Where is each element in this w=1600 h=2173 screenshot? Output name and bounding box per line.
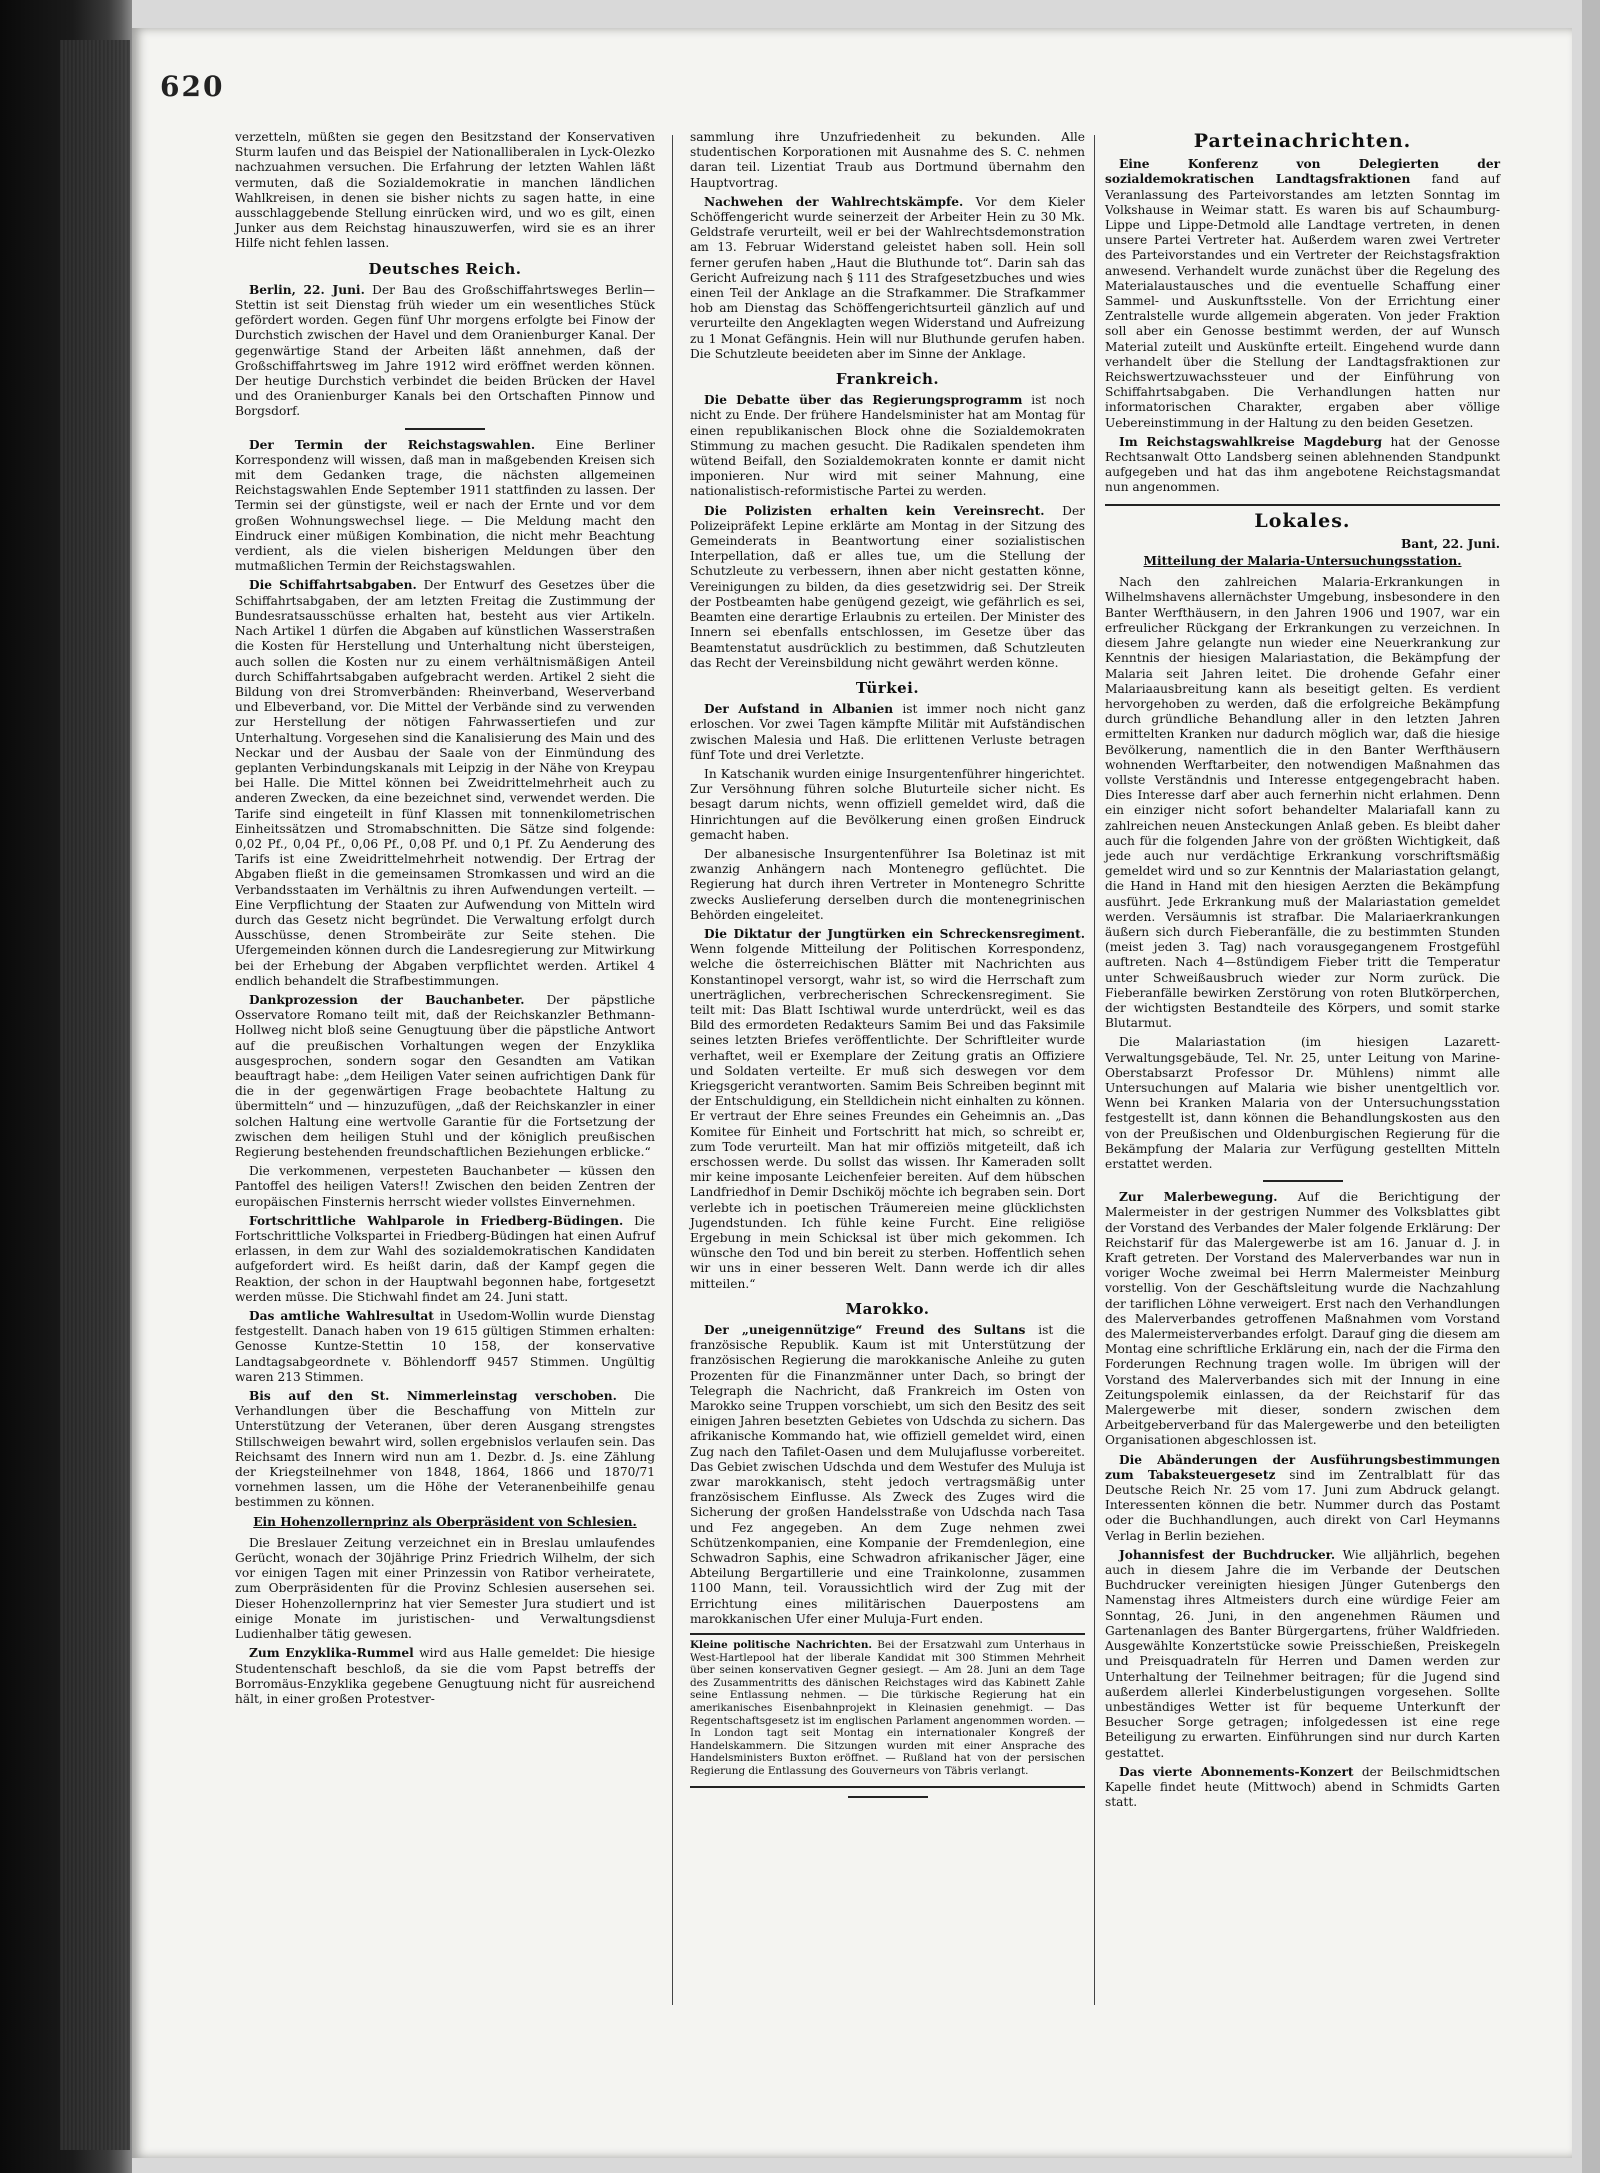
section-heading: Deutsches Reich. <box>368 259 522 278</box>
article: Die Polizisten erhalten kein Vereinsrecht. Der Polizeipräfekt Lepine erklärte am Montag in der Sitzung des Gemeinderats in Beantwortung einer sozialistischen Interpellation, daß er alles tue, um die Stellung der Schutzleute zu verbessern, ihnen aber nicht gestatten könne, Vereinigungen zu bilden, da dies gesetzwidrig sei. Der Streik der Postbeamten habe genügend gezeigt, wie gefährlich es sei, Beamten eine derartige Erlaubnis zu erteilen. Der Minister des Innern sei ebenfalls entschlossen, im Gesetze über das Beamtenstatut ausdrücklich zu bestimmen, daß Schutzleuten das Recht der Vereinsbildung nicht gewährt werden könne. <box>690 503 1085 670</box>
article: Bis auf den St. Nimmerleinstag verschoben. Die Verhandlungen über die Beschaffung von Mitteln zur Unterstützung der Veteranen, über deren Ausgang strengstes Stillschweigen bewahrt wird, sollen ergebnislos verlaufen sein. Das Reichsamt des Innern wird nun am 1. Dezbr. d. Js. eine Zählung der Kriegsteilnehmer von 1848, 1864, 1866 und 1870/71 vornehmen lassen, um die Höhe der Veteranenbeihilfe genau bestimmen zu können. <box>235 1389 655 1510</box>
paragraph: In Katschanik wurden einige Insurgentenführer hingerichtet. Zur Versöhnung führen solche Bluturteile sicher nicht. Es besagt darum nichts, wenn offiziell gemeldet wird, daß die Hinrichtungen auf die Bevölkerung einen großen Eindruck gemacht haben. <box>690 766 1085 842</box>
paragraph: Nach den zahlreichen Malaria-Erkrankungen in Wilhelmshavens allernächster Umgebung, insbesondere in den Banter Werfthäusern, in den Jahren 1906 und 1907, war ein erfreulicher Rückgang der Erkrankungen zu verzeichnen. In diesem Jahre gelangte nun wieder eine Neuerkrankung zur Kenntnis der hiesigen Malariastation, die Bekämpfung der Malaria seit Jahren leitet. Die drohende Gefahr einer Malariaausbreitung kann als beseitigt gelten. Es verdient hervorgehoben zu werden, daß die erfolgreiche Bekämpfung durch gründliche Behandlung aller in den letzten Jahren ermittelten Kranken nur dadurch möglich war, daß die hiesige Bevölkerung, namentlich die in den Banter Werfthäusern wohnenden Werftarbeiter, den notwendigen Maßnahmen das vollste Verständnis und Interesse entgegengebracht haben. Dies Interesse darf aber auch fernerhin nicht erlahmen. Denn ein einziger nicht sofort behandelter Malariafall kann zu zahlreichen neuen Ansteckungen Anlaß geben. Es bleibt daher auch für die folgenden Jahre von der größten Wichtigkeit, daß jede auch nur verdächtige Erkrankung vorschriftsmäßig gemeldet wird und so zur Kenntnis der Malariastation gelangt, die Hand in Hand mit den hiesigen Aerzten die Bekämpfung ausführt. Jede Erkrankung muß der Malariastation gemeldet werden. Versäumnis ist strafbar. Die Malariaerkrankungen äußern sich durch Fieberanfälle, die zu bestimmten Stunden (meist jeden 3. Tag) nach vorausgegangenem Frostgefühl auftreten. Nach 4—8stündigem Fieber tritt die Temperatur unter Schweißausbruch wieder zur Norm zurück. Die Fieberanfälle bewirken Zerstörung von roten Blutkörperchen, der wichtigsten Bestandteile des Körpers, und somit starke Blutarmut. <box>1105 575 1500 1031</box>
article: Die Diktatur der Jungtürken ein Schreckensregiment. Wenn folgende Mitteilung der Politischen Korrespondenz, welche die österreichischen Blätter mit Nachrichten aus Konstantinopel versorgt, wahr ist, so wird die Herrschaft zum unerträglichen, verbrecherischen Schreckensregiment. Sie teilt mit: Das Blatt Ischtiwal wurde unterdrückt, weil es das Bild des ermordeten Redakteurs Samim Bei und das Faksimile seines letzten Briefes veröffentlichte. Der Schriftleiter wurde verhaftet, weil er Exemplare der Zeitung gratis an Offiziere und Soldaten verteilte. Er muß sich deswegen vor dem Kriegsgericht verantworten. Samim Beis Schreiben beginnt mit der Entschuldigung, ein Stelldichein nicht einhalten zu können. Er vertraut der Ehre seines Freundes ein Geheimnis an. „Das Komitee für Einheit und Fortschritt hat mich, so schreibt er, zum Tode verurteilt. Man hat mir offiziös mitgeteilt, daß ich erschossen werde. Du sollst das wissen. Ihr Kameraden sollt mir keine imposante Leichenfeier bereiten. Auf dem hübschen Landfriedhof in Demir Dschiköj möchte ich begraben sein. Dort verlebte ich in poetischen Träumereien meine glücklichsten Jugendstunden. Ich fühle keine Furcht. Eine religiöse Ergebung in mein Schicksal ist über mich gekommen. Ich wünsche den Tod und bin bereit zu sterben. Hoffentlich sehen wir uns in einer besseren Welt. Dann werde ich dir alles mitteilen.“ <box>690 926 1085 1291</box>
article: Der Aufstand in Albanien ist immer noch nicht ganz erloschen. Vor zwei Tagen kämpfte Militär mit Aufständischen zwischen Malesia und Haß. Die erlittenen Verluste betragen fünf Tote und drei Verletzte. <box>690 702 1086 762</box>
paragraph: Der albanesische Insurgentenführer Isa Boletinaz ist mit zwanzig Anhängern nach Montenegro geflüchtet. Die Regierung hat durch ihren Vertreter in Montenegro Schritte zwecks Auslieferung derselben durch die montenegrinischen Behörden eingeleitet. <box>690 846 1085 922</box>
article: Die Schiffahrtsabgaben. Der Entwurf des Gesetzes über die Schiffahrtsabgaben, der am letzten Freitag die Zustimmung der Bundesratsausschüsse erhalten hat, besteht aus vier Artikeln. Nach Artikel 1 dürfen die Abgaben auf künstlichen Wasserstraßen die Kosten für Herstellung und Unterhaltung nicht übersteigen, auch sollen die Kosten nur zu einem verhältnismäßigen Anteil durch Schiffahrtsabgaben aufgebracht werden. Artikel 2 sieht die Bildung von drei Stromverbänden: Rheinverband, Weserverband und Elbeverband, vor. Die Mittel der Verbände sind zu verwenden zur Herstellung der nötigen Fahrwassertiefen und zur Unterhaltung. Vorgesehen sind die Kanalisierung des Main und des Neckar und der Ausbau der Saale von der Einmündung des geplanten Verbindungskanals mit Leipzig in der Nähe von Kreypau bei Halle. Die Mittel können bei Zweidrittelmehrheit auch zu anderen Zwecken, da eine bezeichnet sind, verwendet werden. Die Tarife sind eingeteilt in fünf Klassen mit tonnenkilometrischen Einheitssätzen und Stromabschnitten. Die Sätze sind folgende: 0,02 Pf., 0,04 Pf., 0,06 Pf., 0,08 Pf. und 0,1 Pf. Zu Aenderung des Tarifs ist eine Zweidrittelmehrheit notwendig. Der Ertrag der Abgaben fließt in die gemeinsamen Stromkassen und wird an die Verbandsstaaten im Verhältnis zu ihren Aufwendungen verteilt. — Eine Verpflichtung der Staaten zur Aufwendung von Mitteln wird durch das Gesetz nicht begründet. Die Verwaltung erfolgt durch Ausschüsse, denen Strombeiräte zur Seite stehen. Die Ufergemeinden können durch die Landesregierung zur Mitwirkung bei der Erhebung der Abgaben verpflichtet werden. Artikel 4 endlich behandelt die Strafbestimmungen. <box>235 578 655 988</box>
divider <box>405 428 485 430</box>
article: Das amtliche Wahlresultat in Usedom-Wollin wurde Dienstag festgestellt. Danach haben von 19 615 gültigen Stimmen erhalten: Genosse Kuntze-Stettin 10 158, der konservative Landtagsabgeordnete v. Böhlendorff 9457 Stimmen. Ungültig waren 213 Stimmen. <box>235 1309 655 1384</box>
column-3 <box>1105 130 1500 1814</box>
divider <box>1105 504 1500 506</box>
article: Der „uneigennützige“ Freund des Sultans ist die französische Republik. Kaum ist mit Unterstützung der französischen Regierung die marokkanische Anleihe zu guten Prozenten für die Finanzmänner unter Dach, so bringt der Telegraph die Nachricht, daß Frankreich im Osten von Marokko seine Truppen vorschiebt, um sich den Besitz des seit einigen Jahren besetzten Gebietes von Udschda zu sichern. Das afrikanische Kommando hat, wie offiziell gemeldet wird, einen Zug nach den Tafilet-Oasen und dem Mulujaflusse vorbereitet. Das Gebiet zwischen Udschda und dem Westufer des Muluja ist zwar marokkanisch, steht jedoch vertragsmäßig unter französischem Einflusse. Als Zweck des Zuges wird die Sicherung der großen Handelsstraße von Udschda nach Tasa und Fez angegeben. An dem Zuge nehmen zwei Schützenkompanien, eine Kompanie der Fremdenlegion, eine Schwadron Saphis, eine Schwadron afrikanischer Jäger, eine Abteilung Bergartillerie und eine Trainkolonne, zusammen 1100 Mann, teil. Voraussichtlich wird der Zug mit der Errichtung eines militärischen Dauerpostens am marokkanischen Ufer einer Muluja-Furt enden. <box>690 1323 1085 1626</box>
article: Das vierte Abonnements-Konzert der Beilschmidtschen Kapelle findet heute (Mittwoch) abend in Schmidts Garten statt. <box>1105 1764 1500 1810</box>
section-heading: Türkei. <box>855 678 920 697</box>
section-heading: Lokales. <box>1254 509 1351 532</box>
book-binding <box>0 0 132 2173</box>
divider <box>848 1796 928 1798</box>
paragraph: verzetteln, müßten sie gegen den Besitzstand der Konservativen Sturm laufen und das Beispiel der Nationalliberalen in Lyck-Olezko nachzuahmen versuchen. Die Erfahrung der letzten Wahlen läßt vermuten, daß die Sozialdemokratie in manchen ländlichen Wahlkreisen, in denen sie bisher nichts zu sagen hatte, in eine ausschlaggebende Stellung einrücken wird, und wo es gilt, einen Junker aus dem Reichstag hinauszuwerfen, wird sie es an ihrer Hilfe nicht fehlen lassen. <box>235 130 655 251</box>
article: Johannisfest der Buchdrucker. Wie alljährlich, begehen auch in diesem Jahre die im Verbande der Deutschen Buchdrucker vereinigten hiesigen Jünger Gutenbergs den Namenstag ihres Altmeisters durch eine würdige Feier am Sonntag, 26. Juni, in den angenehmen Räumen und Gartenanlagen des Banter Bürgergartens, früher Waldfrieden. Ausgewählte Konzertstücke sowie Preisschießen, Preiskegeln und Preisquadrateln für Herren und Damen werden zur Unterhaltung der Teilnehmer beitragen; für die Jugend sind außerdem allerlei Kinderbelustigungen vorgesehen. Sollte unbeständiges Wetter ist für bequeme Unterkunft der Besucher Sorge getragen; infolgedessen ist eine rege Beteiligung zu erwarten. Einführungen sind nur durch Karten gestattet. <box>1105 1547 1500 1760</box>
section-heading: Parteinachrichten. <box>1193 130 1412 152</box>
column-2 <box>690 130 1085 1806</box>
article: Fortschrittliche Wahlparole in Friedberg-Büdingen. Die Fortschrittliche Volkspartei in Friedberg-Büdingen hat einen Aufruf erlassen, in dem zur Wahl des sozialdemokratischen Kandidaten aufgefordert wird. Es heißt darin, daß der Kampf gegen die Reaktion, der schon in der Hauptwahl begonnen habe, fortgesetzt werden müsse. Die Stichwahl findet am 24. Juni statt. <box>235 1213 655 1304</box>
article: Die Abänderungen der Ausführungsbestimmungen zum Tabaksteuergesetz sind im Zentralblatt für das Deutsche Reich Nr. 25 vom 17. Juni zum Abdruck gelangt. Interessenten können die betr. Nummer durch das Postamt oder die Buchhandlungen, auch direkt von Carl Heymanns Verlag in Berlin beziehen. <box>1105 1452 1500 1543</box>
article: Eine Konferenz von Delegierten der sozialdemokratischen Landtagsfraktionen fand auf Veranlassung des Parteivorstandes am letzten Sonntag im Volkshause in Weimar statt. Es waren bis auf Schaumburg-Lippe und Lippe-Detmold alle Landtage vertreten, in denen unsere Partei Vertreter hat. Außerdem waren zwei Vertreter des Parteivorstandes und ein Vertreter der Reichstagsfraktion anwesend. Verhandelt wurde zunächst über die Regelung des Materialaustausches und die eventuelle Schaffung einer Sammel- und Auskunftsstelle. Von der Errichtung einer Zentralstelle wurde allgemein abgeraten. Von jeder Fraktion soll aber ein Genosse bestimmt werden, der auf Wunsch Material zuteilt und Auskünfte erteilt. Eingehend wurde dann verhandelt über die Stellung der Landtagsfraktionen zur Reichswertzuwachssteuer und der Einführung von Schiffahrtsabgaben. Die Verhandlungen hatten nur informatorischen Charakter, ergaben aber völlige Uebereinstimmung in der Haltung zu den beiden Gesetzen. <box>1105 157 1500 430</box>
section-heading: Frankreich. <box>835 370 940 389</box>
news-brief-box <box>690 1633 1085 1788</box>
scan-margin <box>1582 0 1600 2173</box>
paragraph: sammlung ihre Unzufriedenheit zu bekunden. Alle studentischen Korporationen mit Ausnahme des S. C. nehmen daran teil. Lizentiat Traub aus Dortmund übernahm den Hauptvortrag. <box>690 130 1085 190</box>
paragraph: Die Breslauer Zeitung verzeichnet ein in Breslau umlaufendes Gerücht, wonach der 30jährige Prinz Friedrich Wilhelm, der sich vor einigen Tagen mit einer Prinzessin von Ratibor verheiratete, zum Oberpräsidenten für die Provinz Schlesien ausersehen sei. Dieser Hohenzollernprinz hat vier Semester Jura studiert und ist einige Monate im juristischen- und Verwaltungsdienst Ludienhalber tätig gewesen. <box>235 1535 655 1642</box>
article: Berlin, 22. Juni. Der Bau des Großschiffahrtsweges Berlin—Stettin ist seit Dienstag früh wieder um ein wesentliches Stück gefördert worden. Gegen fünf Uhr morgens erfolgte bei Finow der Durchstich zwischen der Havel und dem Oranienburger Kanal. Der gegenwärtige Stand der Arbeiten läßt annehmen, daß der Großschiffahrtsweg im Jahre 1912 wird eröffnet werden können. Der heutige Durchstich verbindet die beiden Brücken der Havel und des Oranienburger Kanals bei den Ortschaften Pinnow und Borgsdorf. <box>235 282 655 419</box>
paragraph: Die Malariastation (im hiesigen Lazarett-Verwaltungsgebäude, Tel. Nr. 25, unter Leitung von Marine-Oberstabsarzt Professor Dr. Mühlens) nimmt alle Untersuchungen auf Malaria wie bisher unentgeltlich vor. Wenn bei Kranken Malaria von der Untersuchungsstation festgestellt ist, dann können die Behandlungskosten aus den von der Preußischen und Oldenburgischen Regierung für die Bekämpfung der Malaria zur Verfügung gestellten Mitteln erstattet werden. <box>1105 1035 1500 1171</box>
column-1 <box>235 130 655 1711</box>
article: Im Reichstagswahlkreise Magdeburg hat der Genosse Rechtsanwalt Otto Landsberg seinen ablehnenden Standpunkt aufgegeben und hat das ihm angebotene Reichstagsmandat nun angenommen. <box>1105 434 1500 495</box>
page-number: 620 <box>160 70 225 103</box>
article: Die Debatte über das Regierungsprogramm ist noch nicht zu Ende. Der frühere Handelsminister hat am Montag für einen republikanischen Block ohne die Sozialdemokraten Stimmung zu machen gesucht. Die Radikalen spendeten ihm wütend Beifall, den Sozialdemokraten konnte er damit nicht imponieren. Nur wird mit seiner Mahnung, eine nationalistisch-reformistische Partei zu werden. <box>690 393 1085 499</box>
article: Nachwehen der Wahlrechtskämpfe. Vor dem Kieler Schöffengericht wurde seinerzeit der Arbeiter Hein zu 30 Mk. Geldstrafe verurteilt, weil er bei der Wahlrechtsdemonstration am 13. Februar Widerstand geleistet haben soll. Hein soll ferner gerufen haben „Haut die Bluthunde tot“. Darin sah das Gericht Aufreizung nach § 111 des Strafgesetzbuches und wies einen Teil der Anklage an die Strafkammer. Die Strafkammer hob am Dienstag das Schöffengerichtsurteil gänzlich auf und verurteilte den Angeklagten wegen Widerstand und Aufreizung zu 1 Monat Gefängnis. Hein will nur Bluthunde gerufen haben. Die Schutzleute beeideten aber im Sinne der Anklage. <box>690 194 1085 361</box>
article-title: Mitteilung der Malaria-Untersuchungsstation. <box>1143 554 1462 569</box>
article-title: Ein Hohenzollernprinz als Oberpräsident von Schlesien. <box>253 1514 637 1529</box>
article: Kleine politische Nachrichten. Bei der Ersatzwahl zum Unterhaus in West-Hartlepool hat der liberale Kandidat mit 300 Stimmen Mehrheit über seinen konservativen Gegner gesiegt. — Am 28. Juni an dem Tage des Zusammentritts des dänischen Reichstages wird das Kabinett Zahle seine Entlassung nehmen. — Die türkische Regierung hat ein amerikanisches Eisenbahnprojekt in Kleinasien genehmigt. — Das Regentschaftsgesetz ist im englischen Parlament angenommen worden. — In London tagt seit Montag ein internationaler Kongreß der Handelskammern. Die Sitzungen wurden mit einer Ansprache des Handelsministers Buxton eröffnet. — Rußland hat von der persischen Regierung die Entlassung des Gouverneurs von Täbris verlangt. <box>690 1639 1085 1778</box>
paragraph: Die verkommenen, verpesteten Bauchanbeter — küssen den Pantoffel des heiligen Vaters!! Zwischen den beiden Zentren der europäischen Finsternis herrscht wieder vollstes Einvernehmen. <box>235 1164 655 1209</box>
column-rule <box>1094 135 1095 2005</box>
column-rule <box>672 135 673 2005</box>
article: Zur Malerbewegung. Auf die Berichtigung der Malermeister in der gestrigen Nummer des Volksblattes gibt der Vorstand des Verbandes der Maler folgende Erklärung: Der Reichstarif für das Malergewerbe ist am 16. Januar d. J. in Kraft getreten. Der Vorstand des Malerverbandes war nun in voriger Woche zweimal bei Herrn Malermeister Meinburg vorstellig. Von der Geschäftsleitung wurde die Nachzahlung der tariflichen Löhne verweigert. Erst nach den Verhandlungen des Malerverbandes getroffenen Maßnahmen vom Vorstand des Malermeisterverbandes erfolgt. Darauf ging die diesem am Montag eine schriftliche Erklärung ein, nach der die Firma den Forderungen Rechnung tragen wolle. Im übrigen will der Vorstand des Malerverbandes sich mit der Innung in eine Zeitungspolemik einlassen, da der Reichstarif für das Malergewerbe mit dieser, sondern zwischen dem Arbeitgeberverband für das Malergewerbe und den beteiligten Organisationen abgeschlossen ist. <box>1105 1190 1500 1448</box>
article: Zum Enzyklika-Rummel wird aus Halle gemeldet: Die hiesige Studentenschaft beschloß, da sie die vom Papst betreffs der Borromäus-Enzyklika gegebene Genugtuung nicht für ausreichend hält, in einer großen Protestver- <box>235 1646 655 1706</box>
article: Dankprozession der Bauchanbeter. Der päpstliche Osservatore Romano teilt mit, daß der Reichskanzler Bethmann-Hollweg nicht bloß seine Genugtuung über die päpstliche Antwort auf die preußischen Vorhaltungen wegen der Enzyklika ausgesprochen, sondern sogar den Gesandten am Vatikan beauftragt habe: „dem Heiligen Vater seinen aufrichtigen Dank für die in der gegenwärtigen Frage beobachtete Haltung zu übermitteln“ und — hinzuzufügen, „daß der Reichskanzler in einer solchen Haltung eine wertvolle Garantie für die Fortsetzung der zwischen dem heiligen Stuhl und der königlich preußischen Regierung bestehenden freundschaftlichen Beziehungen erblicke.“ <box>235 992 655 1159</box>
dateline: Bant, 22. Juni. <box>1401 536 1500 551</box>
article: Der Termin der Reichstagswahlen. Eine Berliner Korrespondenz will wissen, daß man in maßgebenden Kreisen sich mit dem Gedanken trage, die nächsten allgemeinen Reichstagswahlen Ende September 1911 stattfinden zu lassen. Der Termin sei der günstigste, weil er nach der Ernte und vor dem großen Wohnungswechsel liege. — Die Meldung macht den Eindruck einer müßigen Kombination, die nicht mehr Beachtung verdient, als die vielen bisherigen Meldungen über den mutmaßlichen Termin der Reichstagswahlen. <box>235 437 655 574</box>
section-heading: Marokko. <box>845 1299 930 1318</box>
divider <box>1263 1180 1343 1182</box>
page-edges <box>60 40 130 2150</box>
